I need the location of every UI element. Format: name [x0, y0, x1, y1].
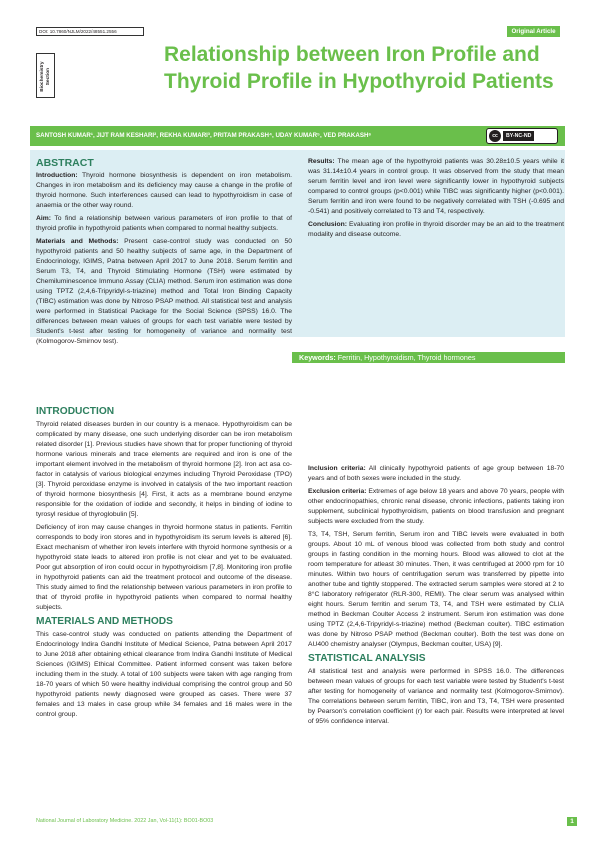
- section-label-line2: Section: [45, 67, 51, 86]
- abstract-methods-label: Materials and Methods:: [36, 238, 119, 245]
- abstract-aim: [36, 214, 292, 234]
- body-column-right: [308, 464, 564, 730]
- abstract-conclusion: [308, 220, 564, 240]
- exclusion-label: Exclusion criteria:: [308, 488, 367, 495]
- methods-paragraph-1: This case-control study was conducted on patients attending the Department of Endocrinology Indira Gandhi Institute of Medical Science, Patna between April 2017 to June 2018 after obtaining ethical clearance from Indira Gandhi Institute of Medical Sciences (IGIMS) Ethical Committee. Patient informed consent was taken before including them in the study. A total of 100 subjects were taken with age ranging from 18-70 years of which 50 were healthy individual comprising the control group and 50 hypothyroid patients newly diagnosed were grouped as cases. There were 37 females and 13 males in case group while 34 females and 16 males were in the control group.: [36, 631, 292, 718]
- article-title: Relationship between Iron Profile and Thyroid Profile in Hypothyroid Patients: [164, 43, 554, 93]
- statistical-analysis-paragraph: All statistical test and analysis were performed in SPSS 16.0. The differences between mean values of groups for each test variable were tested by Student's t-test after testing for homogeneity of variance and normality test (Kolmogorov-Smirnov). The correlations between serum ferritin, TIBC, iron and T3, T4, TSH were presented by Pearson's correlation coefficient (r) for each pair. Results were interpreted at level of 95% confidence interval.: [308, 668, 564, 725]
- keywords-label: Keywords:: [299, 353, 336, 362]
- journal-footer: National Journal of Laboratory Medicine. 2022 Jan, Vol-11(1): BO01-BO03: [36, 818, 214, 824]
- abstract-conclusion-label: Conclusion:: [308, 221, 347, 228]
- license-badge[interactable]: [486, 128, 558, 144]
- introduction-paragraph-1: Thyroid related diseases burden in our country is a menace. Hypothyroidism can be complicated by many disease, one such underlying disorder can be iron metabolism related disorder [1]. Previous studies have shown that for proper functioning of thyroid hormone various minerals and trace elements are required and iron is one of the important element involved in the metabolism of thyroid hormone [2]. Iron act asa co-factor in catalysis of various biological enzymes including Thyroid Peroxidase (TPO) [3]. Thyroid peroxidase enzyme is involved in catalysis of the two important reaction of thyroid hormone biosynthesis [4]. First, it acts as a membrane bound enzyme responsible for the oxidation of iodide and secondly, it helps in binding of iodine to tyrosyl residue of thyroglobulin [5].: [36, 421, 292, 518]
- abstract-results: [308, 157, 564, 217]
- abstract-column-left: [36, 157, 292, 350]
- abstract-results-label: Results:: [308, 158, 335, 165]
- inclusion-label: Inclusion criteria:: [308, 465, 366, 472]
- abstract-column-right: [308, 157, 564, 243]
- statistical-analysis-heading: STATISTICAL ANALYSIS: [308, 653, 426, 664]
- abstract-conclusion-text: Evaluating iron profile in thyroid disorder may be an aid to the treatment modality and disease outcome.: [308, 221, 564, 238]
- inclusion-text: All clinically hypothyroid patients of age group between 18-70 years and of both sexes were included in the study.: [308, 465, 564, 482]
- methods-heading: MATERIALS AND METHODS: [36, 616, 173, 627]
- doi-label: DOI: 10.7860/NJLM/2022/48551.2556: [36, 27, 144, 36]
- introduction-heading: INTRODUCTION: [36, 406, 115, 417]
- abstract-aim-label: Aim:: [36, 215, 51, 222]
- section-label: [40, 61, 51, 92]
- abstract-results-text: The mean age of the hypothyroid patients was 30.28±10.5 years while it was 31.14±10.4 years in control group. It was observed from the study that mean serum ferritin level and iron level were significantly lower in hypothyroid subjects compared to control groups (p<0.001) while TIBC was significantly higher (p<0.001). Serum ferritin and iron were found to be negatively correlated with TSH (-0.695 and -0.541) and positively correlated to T3 and T4, respectively.: [308, 158, 564, 215]
- abstract-aim-text: To find a relationship between various parameters of iron profile to that of thyroid profile in hypothyroid patients when compared to normal healthy subjects.: [36, 215, 292, 232]
- abstract-introduction-text: Thyroid hormone biosynthesis is dependent on iron metabolism. Changes in iron metabolism and its deficiency may cause a change in the profile of thyroid hormone. Such interferences caused can lead to hypothyroidism in case of anaemia or the other way round.: [36, 172, 292, 209]
- article-type-badge: Original Article: [507, 26, 560, 37]
- introduction-paragraph-2: Deficiency of iron may cause changes in thyroid hormone status in patients. Ferritin corresponds to body iron stores and in hypothyroidism its serum levels is altered [6]. Exact mechanism of whether iron levels interfere with thyroid hormone synthesis or a hypothyroid state leads to altered iron profile is not clear and yet to be evaluated. Poor gut absorption of iron could occur in hypothyroidism [7,8]. Monitoring iron profile in hypothyroid patients can aid the treatment protocol and outcome of the disease. This study aimed to find the relationship between various parameters in iron profile to that of thyroid profile in hypothyroid patients when compared to normal healthy subjects.: [36, 524, 292, 611]
- exclusion-criteria: [308, 487, 564, 527]
- keywords-text: Ferritin, Hypothyroidism, Thyroid hormones: [337, 353, 476, 362]
- abstract-heading: ABSTRACT: [36, 157, 94, 169]
- exclusion-text: Extremes of age below 18 years and above 70 years, people with other endocrinopathies, chronic renal disease, chronic infections, patients taking iron supplement, subclinical hypothyroidism, patients on blood transfusion and pregnant subjects were excluded from the study.: [308, 488, 564, 525]
- abstract-introduction-label: Introduction:: [36, 172, 78, 179]
- body-column-left: [36, 406, 292, 723]
- author-list: SANTOSH KUMAR¹, JIJT RAM KESHARI², REKHA KUMARI³, PRITAM PRAKASH⁴, UDAY KUMAR⁵, VED PRAKASH⁶: [36, 132, 372, 139]
- page-number: 1: [567, 817, 577, 826]
- keywords-bar: [292, 352, 565, 363]
- inclusion-criteria: [308, 464, 564, 484]
- abstract-methods: [36, 237, 292, 347]
- methods-paragraph-2: T3, T4, TSH, Serum ferritin, Serum iron and TIBC levels were evaluated in both groups. About 10 mL of venous blood was collected from both study and control groups in fasting condition in the morning hours. Blood was allowed to clot at the room temperature for atleast 30 minutes. Then, it was centrifuged at 2000 rpm for 10 minutes. Within two hours of centrifugation serum was transferred by pipette into another tube and tightly stoppered. The extracted serum samples were stored at 2 to 8°C laboratory refrigerator (RLR-300, REMI). The clear serum was analysed within eight hours. Serum ferritin and serum T3, T4, and TSH were estimated by CLIA method in Beckman Coulter Access 2 instrument. Serum iron estimation was done using TPTZ (2,4,6-Tripyridyl-s-triazine) method (Beckman coulter). TIBC estimation was done by Nitroso PSAP method (Beckman coulter). Both the test was done on AU400 chemistry analyser (Olympus, Beckman coulter, USA) [9].: [308, 531, 564, 648]
- cc-icon: cc: [489, 130, 501, 142]
- section-label-line1: Biochemistry: [39, 61, 45, 92]
- abstract-introduction: [36, 171, 292, 211]
- abstract-methods-text: Present case-control study was conducted on 50 hypothyroid patients and 50 healthy subjects of same age, in the Department of Endocrinology, IGIMS, Patna between April 2017 to June 2018. Serum ferritin and Serum T3, T4, and Thyroid Stimulating Hormone (TSH) were estimated by Chemiluminescence Immuno Assay (CLIA) method. Serum iron estimation was done using TPTZ (2,4,6-Tripyridyl-s-triazine) method and Total Iron Binding Capacity (TIBC) estimation was done by Nitroso PSAP method. All statistical test and analysis were performed in Statistical Package for the Social Science (SPSS) 16.0. The differences between mean values of groups for each test variable were tested by Student's t-test after testing for homogeneity of variance and normality test (Kolmogorov-Smirnov test).: [36, 238, 292, 345]
- license-text: BY-NC-ND: [503, 131, 534, 141]
